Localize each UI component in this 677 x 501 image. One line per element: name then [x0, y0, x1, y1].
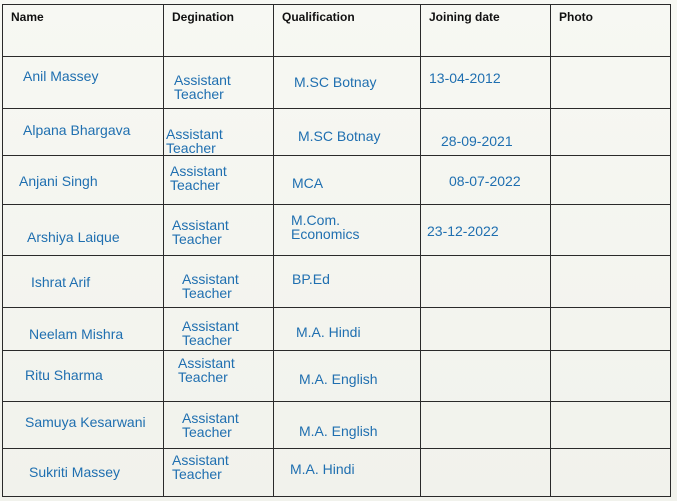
name-cell	[3, 156, 164, 205]
qualification-cell	[274, 156, 421, 205]
table-row	[3, 308, 671, 351]
joining-date-cell	[421, 308, 551, 351]
qualification-cell	[274, 308, 421, 351]
table-row	[3, 449, 671, 497]
qualification-text: M.A. Hindi	[290, 461, 355, 477]
joining-date-cell	[421, 57, 551, 109]
photo-cell	[551, 256, 671, 308]
joining-date-text: 28-09-2021	[441, 133, 513, 149]
photo-cell	[551, 449, 671, 497]
qualification-text: M.Com. Economics	[291, 212, 360, 242]
name-text: Anil Massey	[23, 68, 99, 84]
photo-cell	[551, 351, 671, 402]
designation-cell	[164, 57, 274, 109]
joining-date-cell	[421, 402, 551, 449]
qualification-text: M.A. English	[299, 371, 378, 387]
qualification-cell	[274, 351, 421, 402]
table-row	[3, 351, 671, 402]
designation-text: Assistant Teacher	[182, 318, 239, 348]
designation-cell	[164, 449, 274, 497]
name-cell	[3, 308, 164, 351]
qualification-cell	[274, 205, 421, 256]
qualification-text: M.SC Botnay	[294, 74, 377, 90]
joining-date-text: 23-12-2022	[427, 223, 499, 239]
designation-cell	[164, 156, 274, 205]
joining-date-text: 08-07-2022	[449, 173, 521, 189]
designation-cell	[164, 205, 274, 256]
header-designation: Degination	[164, 5, 274, 57]
name-cell	[3, 109, 164, 156]
header-photo: Photo	[551, 5, 671, 57]
name-cell	[3, 351, 164, 402]
header-joining-date: Joining date	[421, 5, 551, 57]
qualification-text: MCA	[292, 175, 324, 191]
name-cell	[3, 205, 164, 256]
header-qualification: Qualification	[274, 5, 421, 57]
joining-date-cell	[421, 351, 551, 402]
photo-cell	[551, 402, 671, 449]
joining-date-cell	[421, 205, 551, 256]
staff-table	[2, 4, 671, 497]
designation-text: Assistant Teacher	[182, 271, 239, 301]
designation-cell	[164, 256, 274, 308]
name-cell	[3, 449, 164, 497]
name-text: Anjani Singh	[19, 173, 98, 189]
header-name: Name	[3, 5, 164, 57]
qualification-cell	[274, 256, 421, 308]
designation-cell	[164, 351, 274, 402]
name-text: Arshiya Laique	[27, 229, 120, 245]
designation-text: Assistant Teacher	[166, 126, 223, 156]
designation-cell	[164, 109, 274, 156]
photo-cell	[551, 156, 671, 205]
photo-cell	[551, 308, 671, 351]
qualification-text: M.SC Botnay	[298, 128, 381, 144]
joining-date-cell	[421, 156, 551, 205]
designation-cell	[164, 308, 274, 351]
table-row	[3, 156, 671, 205]
photo-cell	[551, 57, 671, 109]
table-row	[3, 256, 671, 308]
name-cell	[3, 57, 164, 109]
qualification-cell	[274, 449, 421, 497]
header-row	[3, 5, 671, 57]
name-text: Ishrat Arif	[31, 274, 91, 290]
qualification-cell	[274, 402, 421, 449]
table-row	[3, 57, 671, 109]
name-cell	[3, 256, 164, 308]
designation-text: Assistant Teacher	[182, 410, 239, 440]
designation-text: Assistant Teacher	[172, 217, 229, 247]
name-cell	[3, 402, 164, 449]
joining-date-text: 13-04-2012	[429, 70, 501, 86]
name-text: Samuya Kesarwani	[25, 414, 146, 430]
joining-date-cell	[421, 109, 551, 156]
joining-date-cell	[421, 449, 551, 497]
photo-cell	[551, 205, 671, 256]
qualification-cell	[274, 109, 421, 156]
designation-text: Assistant Teacher	[174, 72, 231, 102]
table-row	[3, 402, 671, 449]
designation-text: Assistant Teacher	[170, 163, 227, 193]
designation-cell	[164, 402, 274, 449]
qualification-text: M.A. Hindi	[296, 324, 361, 340]
name-text: Neelam Mishra	[29, 326, 124, 342]
table-row	[3, 109, 671, 156]
qualification-text: BP.Ed	[292, 271, 330, 287]
name-text: Sukriti Massey	[29, 464, 121, 480]
qualification-cell	[274, 57, 421, 109]
table-row	[3, 205, 671, 256]
qualification-text: M.A. English	[299, 423, 378, 439]
designation-text: Assistant Teacher	[172, 452, 229, 482]
designation-text: Assistant Teacher	[178, 355, 235, 385]
photo-cell	[551, 109, 671, 156]
name-text: Alpana Bhargava	[23, 122, 131, 138]
name-text: Ritu Sharma	[25, 367, 103, 383]
joining-date-cell	[421, 256, 551, 308]
